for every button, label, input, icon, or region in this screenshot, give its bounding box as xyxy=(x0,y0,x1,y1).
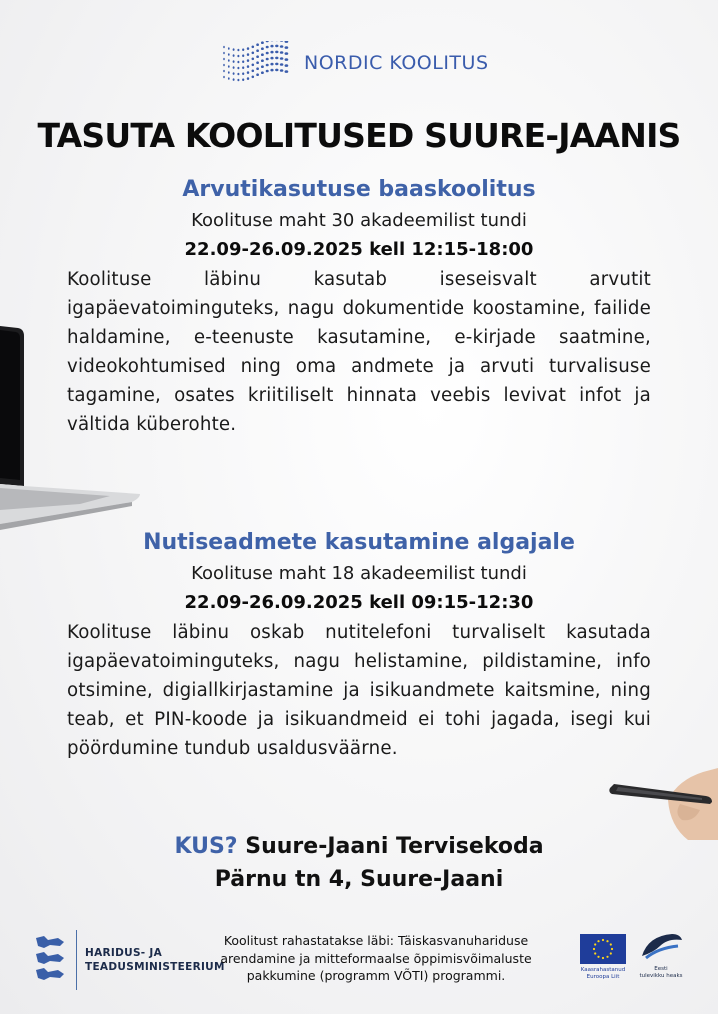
page-title: TASUTA KOOLITUSED SUURE-JAANIS xyxy=(37,116,681,155)
course2-volume: Koolituse maht 18 akadeemilist tundi xyxy=(191,563,527,584)
logo-dot xyxy=(285,46,289,49)
logo-dot xyxy=(275,45,278,48)
logo-dot xyxy=(270,63,273,66)
course2-dates: 22.09-26.09.2025 kell 09:15-12:30 xyxy=(184,592,534,613)
logo-dot xyxy=(266,52,269,55)
logo-dot xyxy=(256,43,259,46)
logo-dot xyxy=(242,72,244,75)
logo-dot xyxy=(228,65,230,68)
logo-dot xyxy=(275,57,278,60)
logo-dot xyxy=(233,54,235,57)
eu-star xyxy=(610,943,612,945)
funding-note xyxy=(196,932,556,985)
logo-dot xyxy=(223,76,225,79)
course2-description: Koolituse läbinu oskab nutitelefoni turvaliselt kasutada igapäevatoiminguteks, nagu helistamine, pildistamine, info otsimine, digiallkirjastamine ja isikuandmete kaitsmine, ning teab, et PIN-koode ja isikuandmeid ei tohi jagada, isegi kui pöördumine tundub usaldusväärne. xyxy=(67,622,651,759)
logo-dot xyxy=(247,59,249,62)
logo-dot xyxy=(237,49,239,52)
eu-star xyxy=(610,952,612,954)
logo-dot xyxy=(228,71,230,74)
logo-dot xyxy=(261,47,264,50)
location-venue-line xyxy=(0,834,718,859)
brand-logo xyxy=(220,40,489,86)
logo-dot xyxy=(237,61,239,64)
eu-star xyxy=(597,940,599,942)
logo-dot xyxy=(270,69,273,72)
logo-dot xyxy=(233,72,235,75)
ministry-line2: TEADUSMINISTEERIUM xyxy=(85,961,225,973)
logo-dot xyxy=(256,67,259,70)
eu-label-line1: Kaasrahastanud xyxy=(580,967,626,973)
brand-name: NORDIC KOOLITUS xyxy=(304,52,489,74)
logo-dot xyxy=(228,47,230,50)
location-question: KUS? xyxy=(174,834,238,859)
logo-dot xyxy=(247,77,249,80)
logo-dot xyxy=(223,70,225,73)
logo-dot xyxy=(233,60,235,63)
logo-dot xyxy=(285,52,289,55)
course2-title: Nutiseadmete kasutamine algajale xyxy=(143,530,575,555)
logo-dot xyxy=(256,49,259,52)
logo-dot xyxy=(266,41,269,42)
nordic-wave-logo-icon xyxy=(220,41,292,85)
logo-dot xyxy=(266,70,269,73)
logo-dot xyxy=(270,45,273,48)
logo-dot xyxy=(247,47,249,50)
logo-dot xyxy=(285,64,289,67)
location-venue: Suure-Jaani Tervisekoda xyxy=(245,834,544,859)
logo-dot xyxy=(270,51,273,54)
logo-dot xyxy=(252,58,255,61)
logo-dot xyxy=(252,46,255,49)
course1-dates: 22.09-26.09.2025 kell 12:15-18:00 xyxy=(184,239,534,260)
eu-star xyxy=(602,939,604,941)
course1-description: Koolituse läbinu kasutab iseseisvalt arvutit igapäevatoiminguteks, nagu dokumentide koostamine, failide haldamine, e-teenuste kasutamine, e-kirjade saatmine, videokohtumised ning oma andmete ja arvuti turvalisuse tagamine, osates kriitiliselt hinnata veebis levivat infot ja vältida küberohte. xyxy=(67,269,651,435)
logo-dot xyxy=(266,46,269,49)
logo-dot xyxy=(223,58,225,61)
logo-dot xyxy=(261,65,264,68)
logo-dot xyxy=(252,64,255,67)
eu-star xyxy=(602,957,604,959)
logo-dot xyxy=(261,53,264,56)
eu-star xyxy=(597,956,599,958)
logo-dot xyxy=(285,41,289,43)
logo-dot xyxy=(242,78,244,81)
logo-dot xyxy=(233,48,235,51)
eu-star xyxy=(594,943,596,945)
logo-dot xyxy=(242,66,244,69)
logo-dot xyxy=(270,57,273,60)
logo-dot xyxy=(261,71,264,74)
logo-dot xyxy=(247,71,249,74)
logo-dot xyxy=(228,77,230,80)
logo-dot xyxy=(223,46,225,49)
course1-volume: Koolituse maht 30 akadeemilist tundi xyxy=(191,210,527,231)
ministry-divider xyxy=(76,930,77,990)
logo-dot xyxy=(266,58,269,61)
phone-in-hand-icon xyxy=(608,760,718,840)
logo-dot xyxy=(261,59,264,62)
logo-dot xyxy=(242,60,244,63)
estonia-logo xyxy=(638,930,684,980)
logo-dot xyxy=(280,69,284,72)
eu-star xyxy=(593,948,595,950)
eu-star xyxy=(611,948,613,950)
logo-dot xyxy=(237,55,239,58)
logo-dot xyxy=(261,41,264,44)
logo-dot xyxy=(285,70,289,73)
logo-dot xyxy=(280,57,284,60)
logo-dot xyxy=(256,55,259,58)
logo-dot xyxy=(223,52,225,55)
logo-dot xyxy=(275,63,278,66)
course1-title: Arvutikasutuse baaskoolitus xyxy=(182,177,536,202)
logo-dot xyxy=(256,61,259,64)
logo-dot xyxy=(242,54,244,57)
logo-dot xyxy=(256,73,259,76)
logo-dot xyxy=(242,48,244,51)
logo-dot xyxy=(280,51,284,54)
logo-dot xyxy=(237,67,239,70)
logo-dot xyxy=(237,79,239,82)
logo-dot xyxy=(228,53,230,56)
logo-dot xyxy=(280,45,284,48)
logo-dot xyxy=(266,64,269,67)
ministry-line1: HARIDUS- JA xyxy=(85,947,163,959)
logo-dot xyxy=(247,53,249,56)
est-label-line1: Eesti xyxy=(654,966,668,972)
eu-star xyxy=(594,952,596,954)
logo-dot xyxy=(233,66,235,69)
logo-dot xyxy=(280,41,284,42)
eu-flag-icon xyxy=(580,934,626,964)
logo-dot xyxy=(223,64,225,67)
logo-dot xyxy=(252,52,255,55)
logo-dot xyxy=(233,78,235,81)
estonia-swallow-icon xyxy=(638,930,684,962)
logo-dot xyxy=(285,58,289,61)
logo-dot xyxy=(247,65,249,68)
funding-line3: pakkumine (programm VÕTI) programmi. xyxy=(246,968,506,983)
logo-dot xyxy=(280,63,284,66)
funding-line2: arendamine ja mitteformaalse õppimisvõimaluste xyxy=(220,950,532,966)
logo-dot xyxy=(237,73,239,76)
funding-line1: Koolitust rahastatakse läbi: Täiskasvanuhariduse xyxy=(223,933,529,948)
logo-dot xyxy=(252,76,255,79)
eu-star xyxy=(606,956,608,958)
eu-logo xyxy=(580,934,626,981)
logo-dot xyxy=(252,70,255,73)
logo-dot xyxy=(275,51,278,54)
eu-label-line2: Euroopa Liit xyxy=(586,974,620,980)
estonian-coat-of-arms-icon xyxy=(34,934,68,986)
est-label-line2: tulevikku heaks xyxy=(639,973,683,979)
logo-dot xyxy=(275,69,278,72)
location-address: Pärnu tn 4, Suure-Jaani xyxy=(214,867,504,892)
logo-dot xyxy=(228,59,230,62)
eu-star xyxy=(606,940,608,942)
